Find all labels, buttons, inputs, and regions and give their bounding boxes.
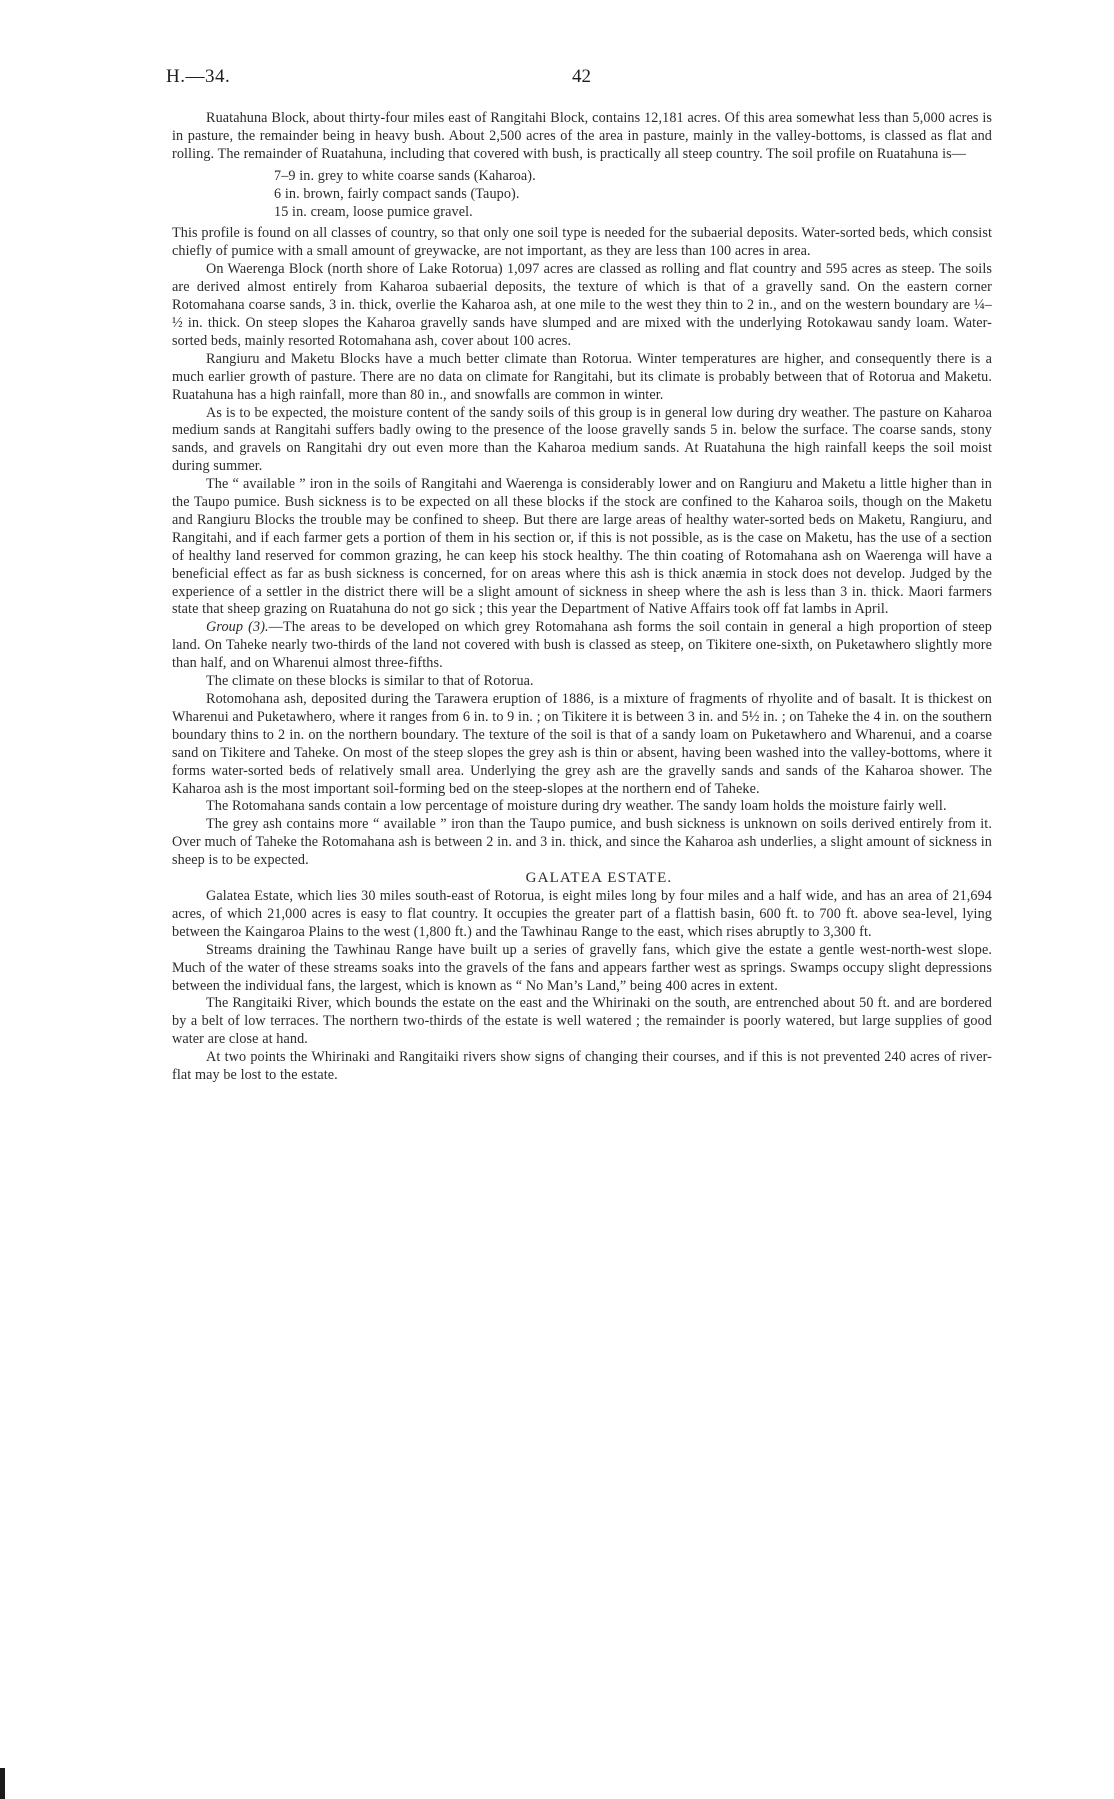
soil-profile-layer: 15 in. cream, loose pumice gravel. [274,203,473,220]
paragraph-rotomahana-sands: The Rotomahana sands contain a low percentage of moisture during dry weather. The sandy loam holds the moisture fairly well. [206,798,947,815]
paragraph-rotomahana-ash: Rotomohana ash, deposited during the Tarawera eruption of 1886, is a mixture of fragments of rhyolite and of basalt. It is thickest on Wharenui and Puketawhero, where it ranges from 6 in. to 9 in. ; on Tikitere it is between 3 in. and 5½ in. ; on Taheke the 4 in. on the southern boundary thins to 2 in. on the northern boundary. The texture of the soil is that of a sandy loam on Puketawhero and Wharenui, and a coarse sand on Tikitere and Taheke. On most of the steep slopes the grey ash is thin or absent, having been washed into the valley-bottoms, where it forms water-sorted beds of relatively small area. Underlying the grey ash are the gravelly sands and sands of the Kaharoa shower. The Kaharoa ash is the most important soil-forming bed on the steep-slopes at the northern end of Taheke. [172,691,992,797]
soil-profile-layer: 7–9 in. grey to white coarse sands (Kaharoa). [274,167,536,184]
report-reference: H.—34. [166,66,231,87]
paragraph-profile-note: This profile is found on all classes of country, so that only one soil type is needed for the subaerial deposits. Water-sorted beds, which consist chiefly of pumice with a small amount of greywacke, are not important, as they are less than 100 acres in area. [172,225,992,260]
group-text: —The areas to be developed on which grey Rotomahana ash forms the soil contain in general a high proportion of steep land. On Taheke nearly two-thirds of the land not covered with bush is classed as steep, on Tikitere one-sixth, on Puketawhero slightly more than half, and on Wharenui almost three-fifths. [172,619,992,672]
paragraph-group-3 [172,619,992,673]
paragraph-grey-ash: The grey ash contains more “ available ” iron than the Taupo pumice, and bush sickness is unknown on soils derived entirely from it. Over much of Taheke the Rotomahana ash is between 2 in. and 3 in. thick, and since the Kaharoa ash underlies, a slight amount of sickness in sheep is to be expected. [172,816,992,869]
page-number: 42 [572,66,591,87]
paragraph-ruatahuna: Ruatahuna Block, about thirty-four miles east of Rangitahi Block, contains 12,181 acres. Of this area somewhat less than 5,000 acres is in pasture, the remainder being in heavy bush. About 2,500 acres of the area in pasture, mainly in the valley-bottoms, is classed as flat and rolling. The remainder of Ruatahuna, including that covered with bush, is practically all steep country. The soil profile on Ruatahuna is— [172,110,992,162]
paragraph-river-courses: At two points the Whirinaki and Rangitaiki rivers show signs of changing their courses, and if this is not prevented 240 acres of river-flat may be lost to the estate. [172,1049,992,1084]
paragraph-available-iron: The “ available ” iron in the soils of Rangitahi and Waerenga is considerably lower and on Rangiuru and Maketu a little higher than in the Taupo pumice. Bush sickness is to be expected on all these blocks if the stock are confined to the Kaharoa soils, though on the Maketu and Rangiuru Blocks the trouble may be confined to sheep. But there are large areas of healthy water-sorted beds on Maketu, Rangiuru, and Rangitahi, and if each farmer gets a portion of them in his section or, if this is not possible, as is the case on Maketu, has the use of a section of healthy land reserved for common grazing, he can keep his stock healthy. The thin coating of Rotomahana ash on Waerenga will have a beneficial effect as far as bush sickness is concerned, for on areas where this ash is thick anæmia in stock does not develop. Judged by the experience of a settler in the district there will be a slight amount of sickness in sheep where the ash is less than 3 in. thick. Maori farmers state that sheep grazing on Ruatahuna do not go sick ; this year the Department of Native Affairs took off fat lambs in April. [172,476,992,618]
group-label: Group (3). [206,619,269,636]
body-text [172,110,992,1085]
paragraph-galatea: Galatea Estate, which lies 30 miles south-east of Rotorua, is eight miles long by four miles and a half wide, and has an area of 21,694 acres, of which 21,000 acres is easy to flat country. It occupies the greater part of a flattish basin, 600 ft. to 700 ft. above sea-level, lying between the Kaingaroa Plains to the west (1,800 ft.) and the Tawhinau Range to the east, which rises abruptly to 3,300 ft. [172,887,992,940]
paragraph-waerenga: On Waerenga Block (north shore of Lake Rotorua) 1,097 acres are classed as rolling and flat country and 595 acres as steep. The soils are derived almost entirely from Kaharoa subaerial deposits, the texture of which is that of a gravelly sand. On the eastern corner Rotomahana coarse sands, 3 in. thick, overlie the Kaharoa ash, at one mile to the west they thin to 2 in., and on the western boundary are ¼–½ in. thick. On steep slopes the Kaharoa gravelly sands have slumped and are mixed with the underlying Rotokawau sandy loam. Water-sorted beds, mainly resorted Rotomahana ash, cover about 100 acres. [172,261,992,349]
paragraph-streams: Streams draining the Tawhinau Range have built up a series of gravelly fans, which give the estate a gentle west-north-west slope. Much of the water of these streams soaks into the gravels of the fans and appears farther west as springs. Swamps occupy slight depressions between the individual fans, the largest, which is known as “ No Man’s Land,” being 400 acres in extent. [172,941,992,994]
section-heading: GALATEA ESTATE. [525,870,673,887]
paragraph-group-climate: The climate on these blocks is similar to that of Rotorua. [206,673,534,690]
soil-profile-list [274,168,992,222]
scan-edge-mark [0,1768,5,1799]
paragraph-climate: Rangiuru and Maketu Blocks have a much better climate than Rotorua. Winter temperatures are higher, and consequently there is a much earlier growth of pasture. There are no data on climate for Rangitahi, but its climate is probably between that of Rotorua and Maketu. Ruatahuna has a high rainfall, more than 80 in., and snowfalls are common in winter. [172,350,992,403]
paragraph-rivers: The Rangitaiki River, which bounds the estate on the east and the Whirinaki on the south, are entrenched about 50 ft. and are bordered by a belt of low terraces. The northern two-thirds of the estate is well watered ; the remainder is poorly watered, but large supplies of good water are close at hand. [172,995,992,1048]
paragraph-moisture: As is to be expected, the moisture content of the sandy soils of this group is in general low during dry weather. The pasture on Kaharoa medium sands at Rangitahi suffers badly owing to the presence of the loose gravelly sands 5 in. below the surface. The coarse sands, stony sands, and gravels on Rangitahi dry out even more than the Kaharoa medium sands. At Ruatahuna the high rainfall keeps the soil moist during summer. [172,404,992,475]
soil-profile-layer: 6 in. brown, fairly compact sands (Taupo). [274,185,520,202]
